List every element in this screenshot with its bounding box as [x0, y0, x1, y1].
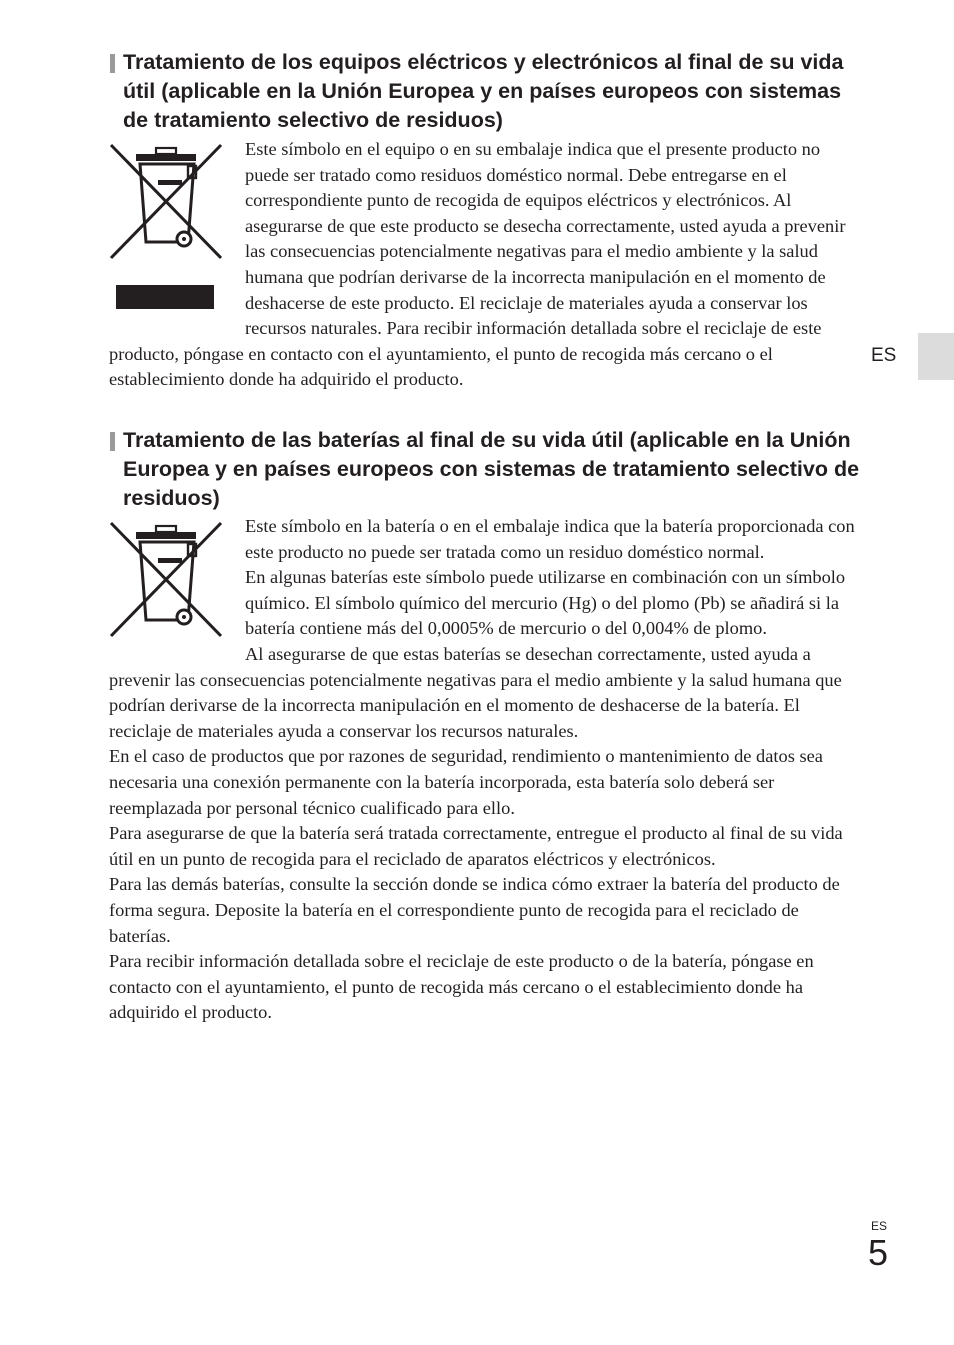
- section2-heading: [110, 426, 870, 513]
- page-language-code: ES: [871, 1219, 888, 1233]
- section2-paragraph-7: Para recibir información detallada sobre el reciclaje de este producto o de la batería, póngase en contacto con el ayuntamiento, el punto de recogida más cercano o el establecimiento donde ha adquirido el producto.: [109, 951, 814, 1023]
- section2-paragraph-1: Este símbolo en la batería o en el embalaje indica que la batería proporcionada con este producto no puede ser tratada como un residuo doméstico normal.: [245, 516, 855, 562]
- section1-heading-text: Tratamiento de los equipos eléctricos y electrónicos al final de su vida útil (aplicable en la Unión Europea y en países europeos con sistemas de tratamiento selectivo de residuos): [123, 50, 844, 132]
- heading-marker: [110, 54, 115, 73]
- section2-heading-text: Tratamiento de las baterías al final de su vida útil (aplicable en la Unión Europea y en países europeos con sistemas de tratamiento selectivo de residuos): [123, 428, 860, 510]
- heading-marker: [110, 432, 115, 451]
- section2-paragraph-4: En el caso de productos que por razones de seguridad, rendimiento o mantenimiento de datos sea necesaria una conexión permanente con la batería incorporada, esta batería solo deberá ser reemplazada por personal técnico cualificado para ello.: [109, 746, 823, 818]
- section1-heading: [110, 48, 870, 135]
- section2-paragraph-5: Para asegurarse de que la batería será tratada correctamente, entregue el producto al final de su vida útil en un punto de recogida para el reciclado de aparatos eléctricos y electrónicos.: [109, 823, 843, 869]
- section2-paragraph-3: Al asegurarse de que estas baterías se desechan correctamente, usted ayuda a prevenir las consecuencias potencialmente negativas para el medio ambiente y la salud humana que podrían derivarse de la incorrecta manipulación en el momento de deshacerse de la batería. El reciclaje de materiales ayuda a conservar los recursos naturales.: [109, 643, 842, 741]
- icon-spacer: [109, 137, 245, 337]
- page-number: 5: [868, 1232, 889, 1273]
- section2-paragraph-6: Para las demás baterías, consulte la sección donde se indica cómo extraer la batería del producto de forma segura. Deposite la batería en el correspondiente punto de recogida para el reciclado de baterías.: [109, 874, 840, 946]
- icon-spacer: [109, 514, 245, 664]
- section1-paragraph: Este símbolo en el equipo o en su embalaje indica que el presente producto no puede ser tratado como residuos doméstico normal. Debe entregarse en el correspondiente punto de recogida de equipos eléctricos y electrónicos. Al asegurarse de que este producto se desecha correctamente, usted ayuda a prevenir las consecuencias potencialmente negativas para el medio ambiente y la salud humana que podrían derivarse de la incorrecta manipulación en el momento de deshacerse de este producto. El reciclaje de materiales ayuda a conservar los recursos naturales. Para recibir información detallada sobre el reciclaje de este producto, póngase en contacto con el ayuntamiento, el punto de recogida más cercano o el establecimiento donde ha adquirido el producto.: [109, 139, 846, 390]
- language-tab-marker: [918, 333, 954, 380]
- language-tab-label: ES: [871, 345, 897, 366]
- section2-paragraph-2: En algunas baterías este símbolo puede utilizarse en combinación con un símbolo químico. El símbolo químico del mercurio (Hg) o del plomo (Pb) se añadirá si la batería contiene más del 0,0005% de mercurio o del 0,004% de plomo.: [245, 567, 846, 639]
- section1-body: [109, 137, 861, 393]
- section2-body: [109, 514, 861, 1026]
